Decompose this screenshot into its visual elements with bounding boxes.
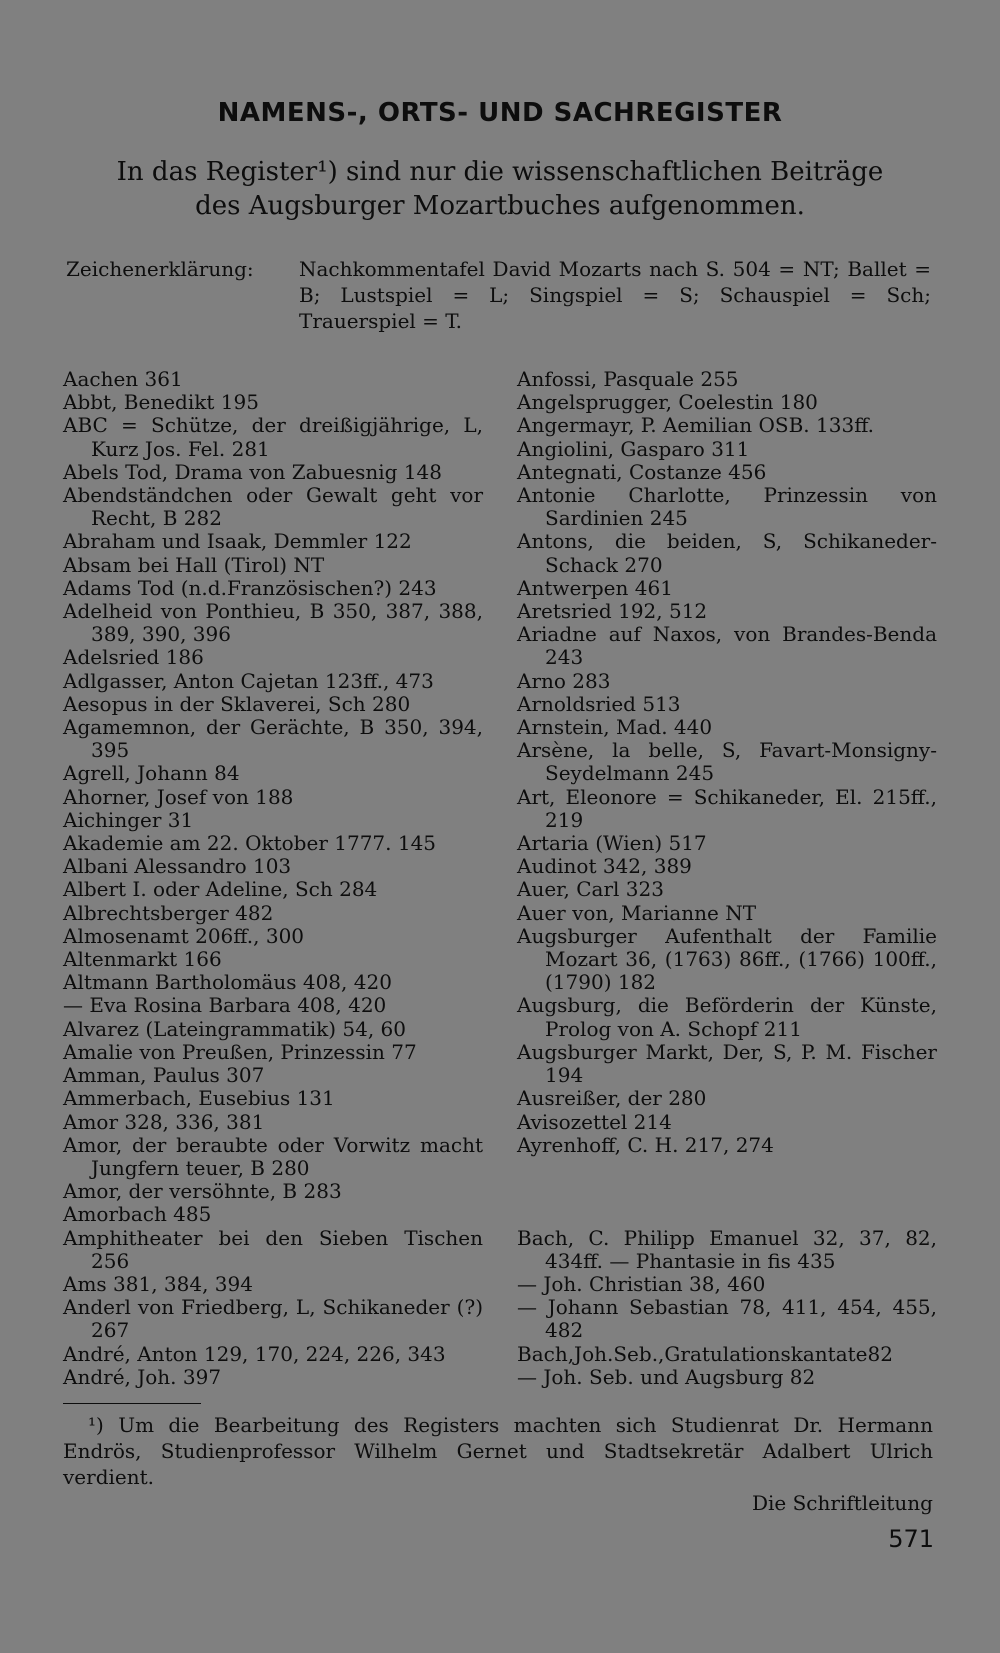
index-entry: Aichinger 31: [63, 807, 194, 832]
index-entry: Alvarez (Lateingrammatik) 54, 60: [63, 1016, 406, 1041]
index-entry: Altmann Bartholomäus 408, 420: [63, 970, 392, 995]
index-entry: Ariadne auf Naxos, von Brandes-Benda 243: [517, 622, 937, 670]
index-entry: Augsburger Markt, Der, S, P. M. Fischer 194: [517, 1039, 937, 1088]
index-column-left: [63, 368, 483, 1389]
index-entry: Arno 283: [517, 668, 611, 693]
page-title: NAMENS-, ORTS- UND SACHREGISTER: [217, 98, 783, 128]
index-entry: Anderl von Friedberg, L, Schikaneder (?) 267: [63, 1295, 483, 1343]
index-entry: Aachen 361: [63, 367, 183, 391]
index-entry: Albrechtsberger 482: [63, 900, 274, 925]
footnote-signature: Die Schriftleitung: [751, 1491, 933, 1515]
index-entry: Abraham und Isaak, Demmler 122: [63, 529, 412, 554]
index-entry: Ausreißer, der 280: [517, 1086, 707, 1111]
intro-note: [60, 155, 940, 223]
index-entry: André, Joh. 397: [63, 1364, 222, 1389]
index-entry: Absam bei Hall (Tirol) NT: [63, 552, 325, 577]
index-entry: Bach,Joh.Seb.,Gratulationskantate82: [517, 1341, 893, 1366]
index-entry: Albert I. oder Adeline, Sch 284: [63, 877, 378, 902]
index-entry: Arnstein, Mad. 440: [517, 715, 713, 740]
index-entry: Abels Tod, Drama von Zabuesnig 148: [63, 459, 443, 484]
page-number: 571: [888, 1525, 934, 1553]
legend-text: Nachkommentafel David Mozarts nach S. 504 = NT; Ballet = B; Lustspiel = L; Singspiel = S; Schauspiel = Sch; Trauerspiel = T.: [299, 257, 931, 333]
index-entry: Aesopus in der Sklaverei, Sch 280: [63, 691, 411, 716]
index-entry: Bach, C. Philipp Emanuel 32, 37, 82, 434ff. — Phantasie in fis 435: [517, 1225, 937, 1273]
index-entry: Ams 381, 384, 394: [63, 1271, 253, 1296]
index-entry: — Johann Sebastian 78, 411, 454, 455, 482: [517, 1295, 937, 1343]
intro-line: In das Register¹) sind nur die wissenschaftlichen Beiträge: [116, 157, 884, 187]
index-entry: Anfossi, Pasquale 255: [517, 367, 739, 391]
index-entry: Antons, die beiden, S, Schikaneder-Schack 270: [517, 529, 937, 577]
index-entry: Antwerpen 461: [517, 575, 673, 600]
index-entry: Agamemnon, der Gerächte, B 350, 394, 395: [63, 715, 483, 763]
index-entry: Amor, der versöhnte, B 283: [63, 1179, 342, 1204]
index-entry: Abbt, Benedikt 195: [63, 390, 259, 415]
index-entry: Angermayr, P. Aemilian OSB. 133ff.: [517, 413, 875, 438]
legend-label: Zeichenerklärung:: [66, 257, 254, 281]
index-entry: Antegnati, Costanze 456: [517, 459, 767, 484]
index-entry: Amphitheater bei den Sieben Tischen 256: [63, 1225, 483, 1273]
index-entry: Adelheid von Ponthieu, B 350, 387, 388, 389, 390, 396: [63, 599, 483, 647]
footnote: [63, 1412, 933, 1516]
index-entry: Ayrenhoff, C. H. 217, 274: [517, 1132, 774, 1157]
index-entry: Adlgasser, Anton Cajetan 123ff., 473: [63, 668, 434, 693]
index-entry: Almosenamt 206ff., 300: [63, 923, 305, 948]
index-entry: Avisozettel 214: [517, 1109, 672, 1134]
index-entry: André, Anton 129, 170, 224, 226, 343: [63, 1341, 446, 1366]
index-column-right: [517, 368, 937, 1389]
index-entry: Abendständchen oder Gewalt geht vor Recht, B 282: [63, 483, 483, 531]
index-entry: Agrell, Johann 84: [63, 761, 240, 786]
index-entry: Auer von, Marianne NT: [517, 900, 757, 925]
index-entry: ABC = Schütze, der dreißigjährige, L, Kurz Jos. Fel. 281: [63, 413, 483, 461]
footnote-rule: [63, 1403, 201, 1404]
index-entry: Art, Eleonore = Schikaneder, El. 215ff., 219: [517, 784, 937, 832]
index-entry: — Joh. Seb. und Augsburg 82: [517, 1364, 816, 1389]
index-entry: Ammerbach, Eusebius 131: [63, 1086, 335, 1111]
index-entry: Angelsprugger, Coelestin 180: [517, 390, 818, 415]
intro-line: des Augsburger Mozartbuches aufgenommen.: [195, 191, 805, 221]
index-entry: Amor, der beraubte oder Vorwitz macht Jungfern teuer, B 280: [63, 1132, 483, 1180]
index-entry: Aretsried 192, 512: [517, 599, 708, 624]
index-entry: Antonie Charlotte, Prinzessin von Sardinien 245: [517, 483, 937, 531]
index-entry: Artaria (Wien) 517: [517, 831, 707, 856]
index-entry: Auer, Carl 323: [517, 877, 664, 902]
index-entry: Adelsried 186: [63, 645, 204, 670]
index-entry: Amorbach 485: [63, 1202, 212, 1227]
index-entry: Ahorner, Josef von 188: [63, 784, 294, 809]
index-entry: Angiolini, Gasparo 311: [517, 436, 750, 461]
footnote-text: ¹) Um die Bearbeitung des Registers machten sich Studienrat Dr. Hermann Endrös, Studienprofessor Wilhelm Gernet und Stadtsekretär Adalbert Ulrich verdient.: [63, 1413, 933, 1489]
index-entry: Adams Tod (n.d.Französischen?) 243: [63, 575, 437, 600]
section-gap: [517, 1157, 937, 1227]
index-entry: Amman, Paulus 307: [63, 1063, 265, 1088]
index-entry: Arsène, la belle, S, Favart-Monsigny-Seydelmann 245: [517, 738, 937, 786]
index-entry: Altenmarkt 166: [63, 947, 222, 972]
index-entry: Augsburg, die Beförderin der Künste, Prolog von A. Schopf 211: [517, 993, 937, 1041]
index-entry: Audinot 342, 389: [517, 854, 692, 879]
index-entry: Akademie am 22. Oktober 1777. 145: [63, 831, 437, 856]
index-entry: Amor 328, 336, 381: [63, 1109, 265, 1134]
index-entry: — Joh. Christian 38, 460: [517, 1271, 766, 1296]
index-entry: — Eva Rosina Barbara 408, 420: [63, 993, 387, 1018]
index-entry: Arnoldsried 513: [517, 691, 681, 716]
index-entry: Amalie von Preußen, Prinzessin 77: [63, 1039, 417, 1064]
index-entry: Augsburger Aufenthalt der Familie Mozart 36, (1763) 86ff., (1766) 100ff., (1790) 182: [517, 923, 937, 995]
index-entry: Albani Alessandro 103: [63, 854, 292, 879]
